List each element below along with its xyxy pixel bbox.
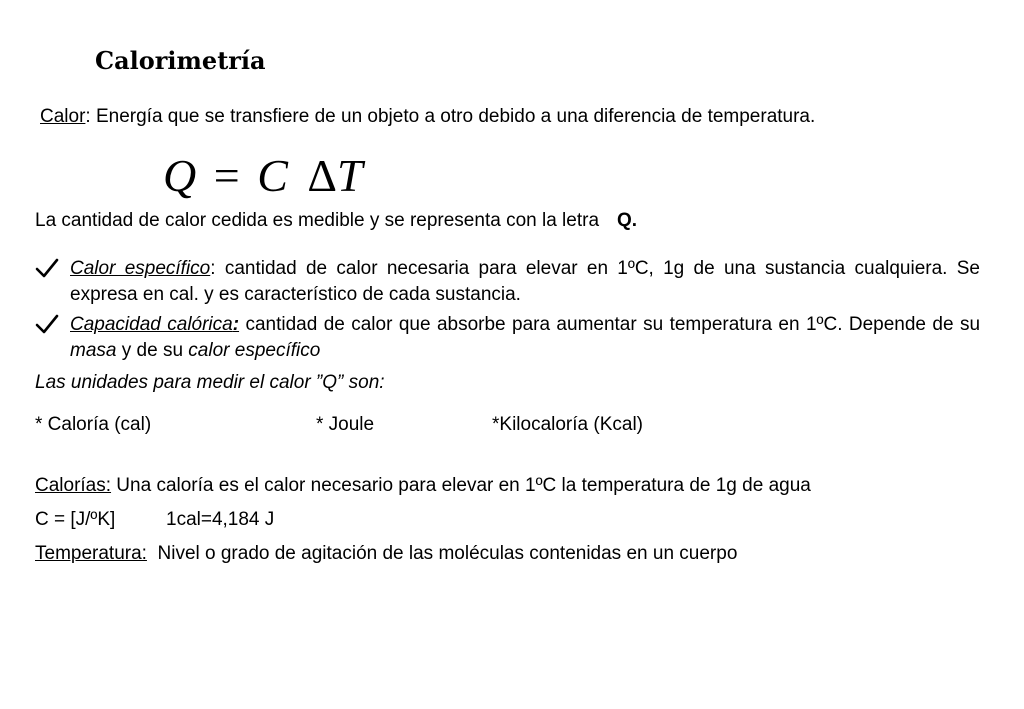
bullet-heat-capacity xyxy=(70,312,980,364)
formula-equals: = xyxy=(213,150,240,201)
heat-capacity-term: Capacidad calórica xyxy=(70,314,233,335)
checkmark-icon xyxy=(35,257,59,279)
unit-joule: * Joule xyxy=(316,414,375,435)
measure-line-text: La cantidad de calor cedida es medible y se representa con la letra xyxy=(35,210,600,231)
heat-capacity-text: cantidad de calor que absorbe para aumentar su temperatura en 1ºC. Depende de su xyxy=(239,314,981,335)
formula-delta: Δ xyxy=(307,150,337,201)
calorias-definition xyxy=(35,473,811,499)
bullet-specific-heat xyxy=(70,256,980,308)
formula-t: T xyxy=(336,150,363,201)
calor-definition xyxy=(40,104,815,130)
measure-line xyxy=(35,208,637,234)
calor-term: Calor xyxy=(40,106,86,127)
unit-calorie: * Caloría (cal) xyxy=(35,414,152,435)
formula-q: Q xyxy=(163,150,197,201)
checkmark-icon xyxy=(35,313,59,335)
units-heading: Las unidades para medir el calor ”Q” son: xyxy=(35,372,385,393)
formula-c: C xyxy=(257,150,288,201)
heat-formula xyxy=(163,148,363,204)
temperatura-definition xyxy=(35,541,737,567)
calor-especifico-term: calor específico xyxy=(188,340,321,361)
temperatura-term: Temperatura: xyxy=(35,543,147,564)
c-units-right: 1cal=4,184 J xyxy=(166,509,275,530)
unit-kilocalorie: *Kilocaloría (Kcal) xyxy=(492,414,643,435)
calorias-term: Calorías: xyxy=(35,475,112,496)
heat-capacity-colon: : xyxy=(232,314,240,335)
c-units-left: C = [J/ºK] xyxy=(35,509,116,530)
calor-definition-text: : Energía que se transfiere de un objeto a otro debido a una diferencia de temperatura. xyxy=(85,106,816,127)
specific-heat-text: : cantidad de calor necesaria para elevar en 1ºC, 1g de una sustancia cualquiera. Se expresa en cal. y es característico de cada sustancia. xyxy=(70,258,980,305)
calorias-text: Una caloría es el calor necesario para elevar en 1ºC la temperatura de 1g de agua xyxy=(111,475,811,496)
temperatura-text: Nivel o grado de agitación de las moléculas contenidas en un cuerpo xyxy=(146,543,738,564)
measure-letter: Q. xyxy=(617,210,638,231)
page-title: Calorimetría xyxy=(95,46,266,75)
specific-heat-term: Calor específico xyxy=(70,258,211,279)
masa-term: masa xyxy=(70,340,117,361)
heat-capacity-text-2: y de su xyxy=(116,340,189,361)
